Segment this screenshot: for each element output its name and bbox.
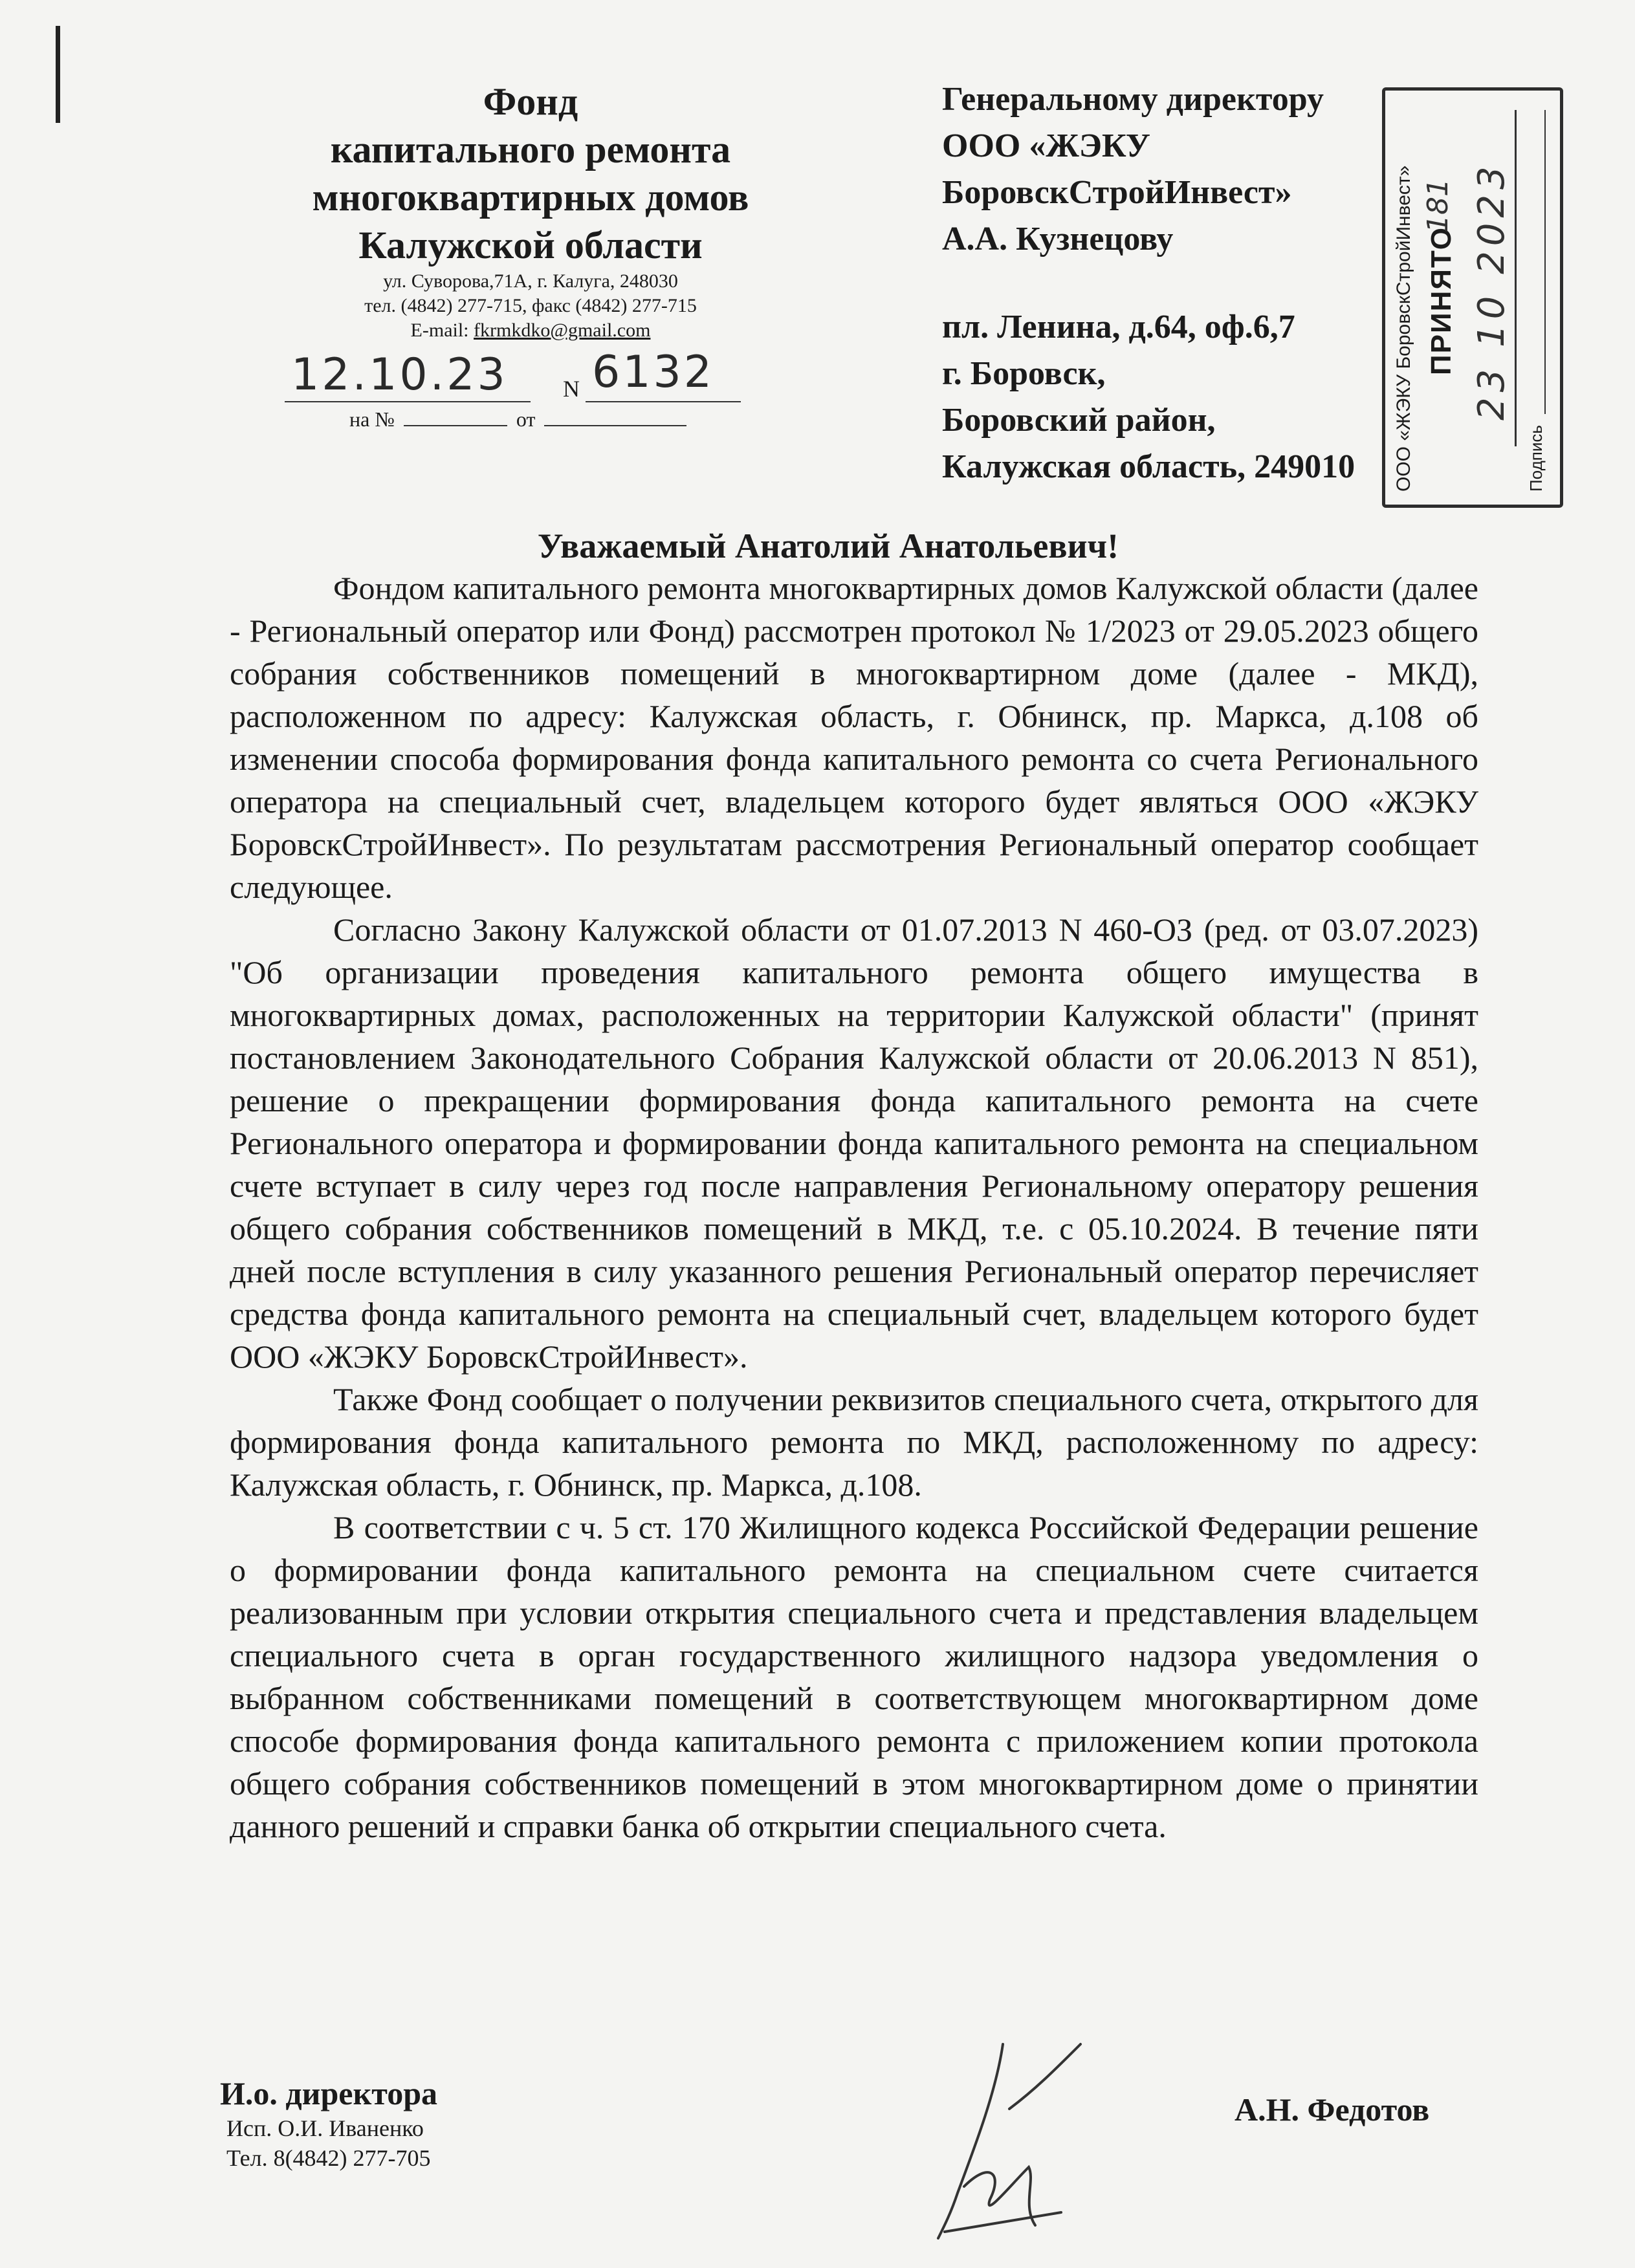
stamp-accepted: ПРИНЯТО	[1425, 226, 1457, 375]
spacer	[942, 263, 1395, 304]
sender-email	[246, 318, 815, 343]
sender-name-line: Калужской области	[358, 224, 703, 267]
ref-date-blank	[544, 425, 686, 426]
recipient-line: ООО «ЖЭКУ	[942, 127, 1150, 164]
sender-address: ул. Суворова,71А, г. Калуга, 248030	[383, 270, 678, 292]
sender-name-line: Фонд	[483, 80, 578, 123]
greeting: Уважаемый Анатолий Анатольевич!	[537, 527, 1119, 565]
recipient-address-line: г. Боровск,	[942, 355, 1106, 392]
executor-name: Исп. О.И. Иваненко	[226, 2115, 424, 2141]
scan-edge-mark	[56, 26, 60, 123]
sender-block	[246, 78, 815, 343]
footer-left	[220, 2073, 437, 2173]
body-paragraph: Также Фонд сообщает о получении реквизитов специального счета, открытого для формирования фонда капитального ремонта по МКД, расположенному по адресу: Калужская область, г. Обнинск, пр. Маркса, д.108.	[230, 1381, 1478, 1503]
stamp-signature-label: Подпись	[1526, 425, 1546, 492]
stamp-incoming-number: 181	[1421, 179, 1454, 233]
stamp-organization: ООО «ЖЭКУ БоровскСтройИнвест»	[1393, 165, 1414, 492]
sender-phone: тел. (4842) 277-715, факс (4842) 277-715	[364, 295, 697, 316]
executor-phone: Тел. 8(4842) 277-705	[226, 2145, 431, 2171]
email-label: E-mail:	[410, 320, 474, 341]
stamp-date-line	[1515, 110, 1517, 446]
recipient-line: Генеральному директору	[942, 81, 1324, 118]
letter-body	[230, 567, 1478, 1848]
recipient-line: БоровскСтройИнвест»	[942, 174, 1292, 211]
date-underline	[285, 401, 531, 402]
body-paragraph: Фондом капитального ремонта многоквартирных домов Калужской области (далее - Региональный оператор или Фонд) рассмотрен протокол № 1/2023 от 29.05.2023 общего собрания собственников помещений в многоквартирном доме (далее - МКД), расположенном по адресу: Калужская область, г. Обнинск, пр. Маркса, д.108 об изменении способа формирования фонда капитального ремонта со счета Регионального оператора на специальный счет, владельцем которого будет являться ООО «ЖЭКУ БоровскСтройИнвест». По результатам рассмотрения Региональный оператор сообщает следующее.	[230, 570, 1478, 905]
ref-number-blank	[404, 425, 507, 426]
signer-position: И.о. директора	[220, 2075, 438, 2111]
stamp-signature-line	[1544, 110, 1546, 414]
outgoing-date: 12.10.23	[291, 349, 508, 400]
signatory-name: А.Н. Федотов	[1234, 2091, 1430, 2128]
reference-line	[349, 408, 686, 431]
outgoing-number: 6132	[592, 347, 715, 398]
email-link[interactable]: fkrmkdko@gmail.com	[474, 320, 651, 341]
stamp-rotated-content	[1385, 91, 1560, 505]
stamp-date: 23 10 2023	[1471, 161, 1513, 420]
body-paragraph: В соответствии с ч. 5 ст. 170 Жилищного кодекса Российской Федерации решение о формировании фонда капитального ремонта на специальном счете считается реализованным при условии открытия специального счета и представления владельцем специального счета в орган государственного жилищного надзора уведомления о выбранном собственниками помещений в соответствующем многоквартирном доме способе формирования фонда капитального ремонта с приложением копии протокола общего собрания собственников помещений в этом многоквартирном доме о принятии данного решений и справки банка об открытии специального счета.	[230, 1509, 1478, 1844]
recipient-address-line: пл. Ленина, д.64, оф.6,7	[942, 309, 1295, 345]
ref-from-label: от	[516, 408, 536, 431]
number-underline	[586, 401, 741, 402]
sender-name-line: многоквартирных домов	[312, 176, 749, 219]
number-label: N	[563, 376, 580, 402]
handwritten-signature-icon	[906, 2031, 1100, 2245]
recipient-block	[942, 76, 1395, 490]
recipient-line: А.А. Кузнецову	[942, 221, 1174, 257]
sender-name-line: капитального ремонта	[330, 128, 731, 171]
recipient-address-line: Калужская область, 249010	[942, 448, 1355, 485]
body-paragraph: Согласно Закону Калужской области от 01.07.2013 N 460-ОЗ (ред. от 03.07.2023) "Об организации проведения капитального ремонта общего имущества в многоквартирных домах, расположенных на территории Калужской области" (принят постановлением Законодательного Собрания Калужской области от 20.06.2013 N 851), решение о прекращении формирования фонда капитального ремонта на счете Регионального оператора и формировании фонда капитального ремонта на специальном счете вступает в силу через год после направления Региональному оператору решения общего собрания собственников помещений в МКД, т.е. с 05.10.2024. В течение пяти дней после вступления в силу указанного решения Региональный оператор перечисляет средства фонда капитального ремонта на специальный счет, владельцем которого будет ООО «ЖЭКУ БоровскСтройИнвест».	[230, 911, 1478, 1375]
recipient-address-line: Боровский район,	[942, 402, 1216, 439]
received-stamp	[1382, 87, 1563, 508]
ref-label: на №	[349, 408, 395, 431]
registration-line	[285, 349, 751, 401]
